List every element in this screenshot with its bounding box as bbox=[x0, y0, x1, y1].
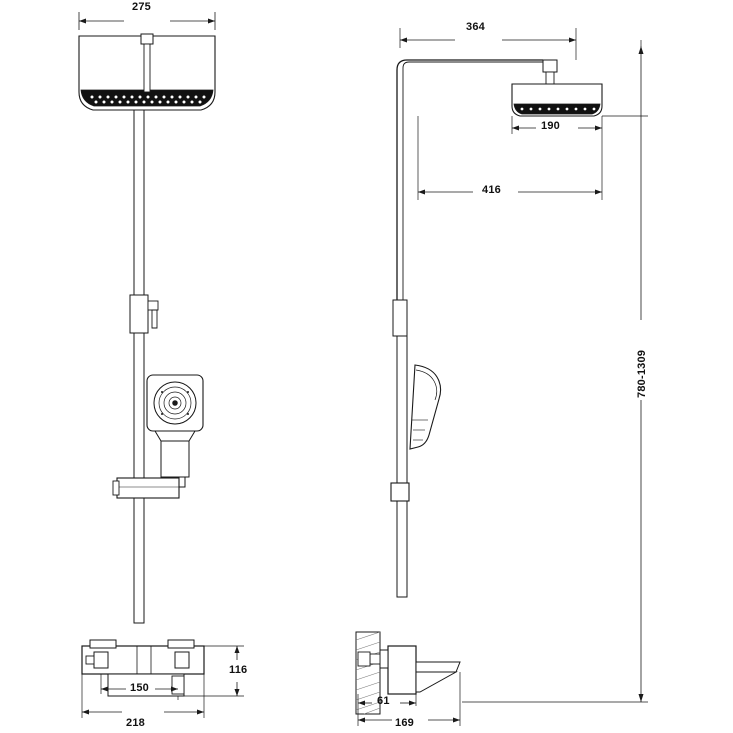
dim-label-mixer-wall-offset: 61 bbox=[377, 695, 390, 707]
front-view bbox=[79, 12, 244, 718]
dim-label-overhead-width-front: 275 bbox=[132, 1, 151, 13]
dim-label-head-projection: 416 bbox=[482, 184, 501, 196]
dim-label-arm-length: 364 bbox=[466, 21, 485, 33]
dim-label-mixer-projection: 169 bbox=[395, 717, 414, 729]
dim-label-overhead-depth: 190 bbox=[541, 120, 560, 132]
side-view bbox=[356, 28, 648, 726]
dim-label-mixer-height: 116 bbox=[229, 664, 248, 676]
dim-label-mixer-width: 218 bbox=[126, 717, 145, 729]
dim-label-mixer-centres: 150 bbox=[130, 682, 149, 694]
dim-label-total-height-range: 780-1309 bbox=[636, 349, 648, 398]
